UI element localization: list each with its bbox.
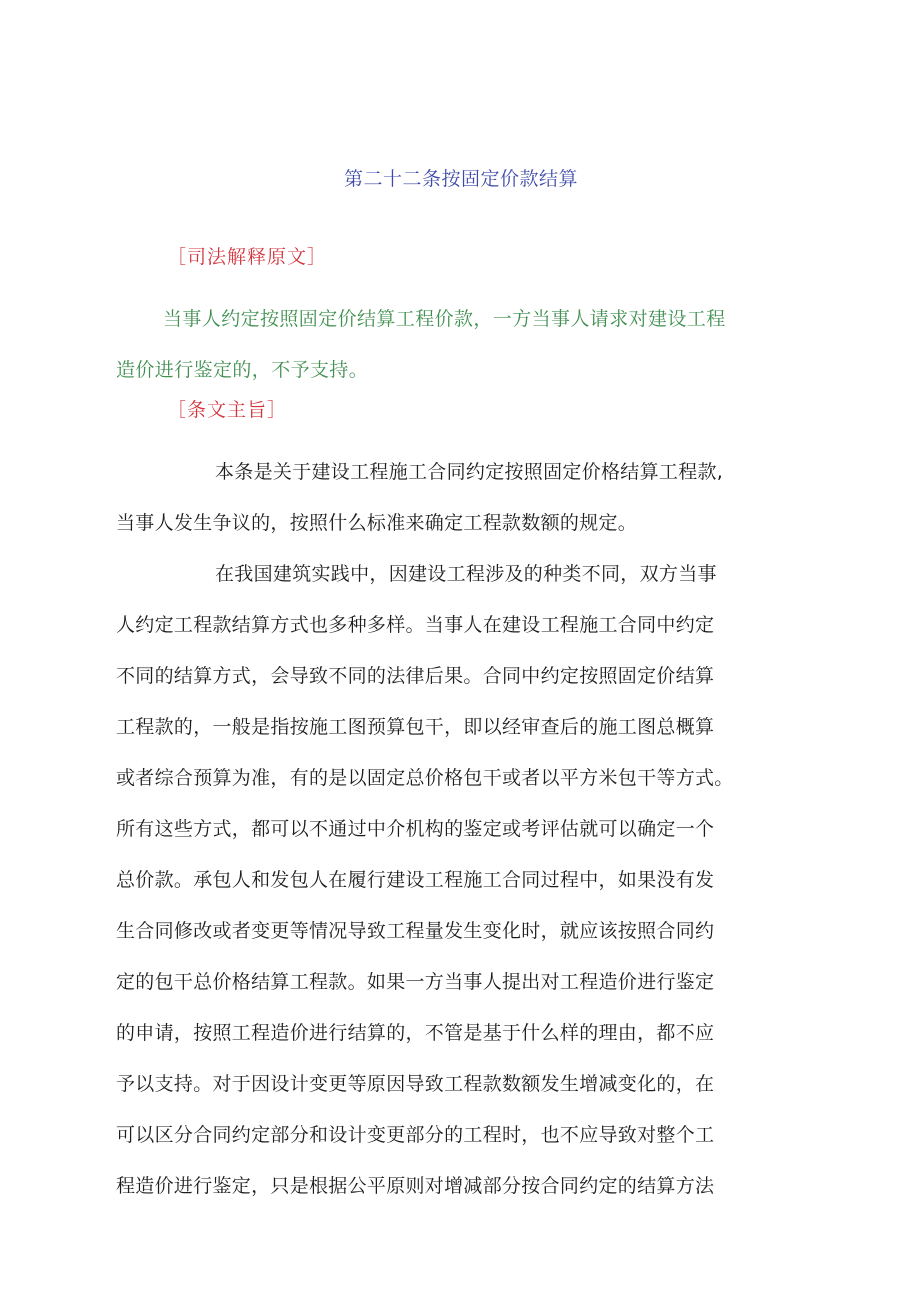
paragraph-line: 人约定工程款结算方式也多种多样。当事人在建设工程施工合同中约定 <box>116 614 715 636</box>
article-title: 第二十二条按固定价款结算 <box>343 168 578 190</box>
paragraph-line: 所有这些方式，都可以不通过中介机构的鉴定或考评估就可以确定一个 <box>116 818 715 840</box>
interpretation-quote <box>116 294 756 396</box>
paragraph-line: 工程款的，一般是指按施工图预算包干，即以经审查后的施工图总概算 <box>116 716 715 738</box>
paragraph-line: 或者综合预算为准，有的是以固定总价格包干或者以平方米包干等方式。 <box>116 767 734 789</box>
paragraph-line: 生合同修改或者变更等情况导致工程量发生变化时，就应该按照合同约 <box>116 920 715 942</box>
paragraph-explanation <box>116 549 756 1212</box>
paragraph-line: 不同的结算方式，会导致不同的法律后果。合同中约定按照固定价结算 <box>116 665 715 687</box>
paragraph-line: 的申请，按照工程造价进行结算的，不管是基于什么样的理由，都不应 <box>116 1022 715 1044</box>
paragraph-line: 可以区分合同约定部分和设计变更部分的工程时，也不应导致对整个工 <box>116 1124 715 1146</box>
paragraph-line: 程造价进行鉴定，只是根据公平原则对增减部分按合同约定的结算方法 <box>116 1175 715 1197</box>
paragraph-line: 本条是关于建设工程施工合同约定按照固定价格结算工程款, <box>215 461 724 483</box>
paragraph-line: 定的包干总价格结算工程款。如果一方当事人提出对工程造价进行鉴定 <box>116 971 715 993</box>
quote-line: 当事人约定按照固定价结算工程价款，一方当事人请求对建设工程 <box>163 308 726 330</box>
paragraph-line: 予以支持。对于因设计变更等原因导致工程款数额发生增减变化的，在 <box>116 1073 715 1095</box>
paragraph-gist <box>116 447 756 549</box>
section-heading-original-text: ［司法解释原文］ <box>167 246 328 268</box>
paragraph-line: 总价款。承包人和发包人在履行建设工程施工合同过程中，如果没有发 <box>116 869 715 891</box>
section-heading-gist: ［条文主旨］ <box>167 399 288 421</box>
quote-line: 造价进行鉴定的，不予支持。 <box>116 359 369 381</box>
paragraph-line: 在我国建筑实践中，因建设工程涉及的种类不同，双方当事 <box>215 563 717 585</box>
paragraph-line: 当事人发生争议的，按照什么标准来确定工程款数额的规定。 <box>116 512 638 534</box>
